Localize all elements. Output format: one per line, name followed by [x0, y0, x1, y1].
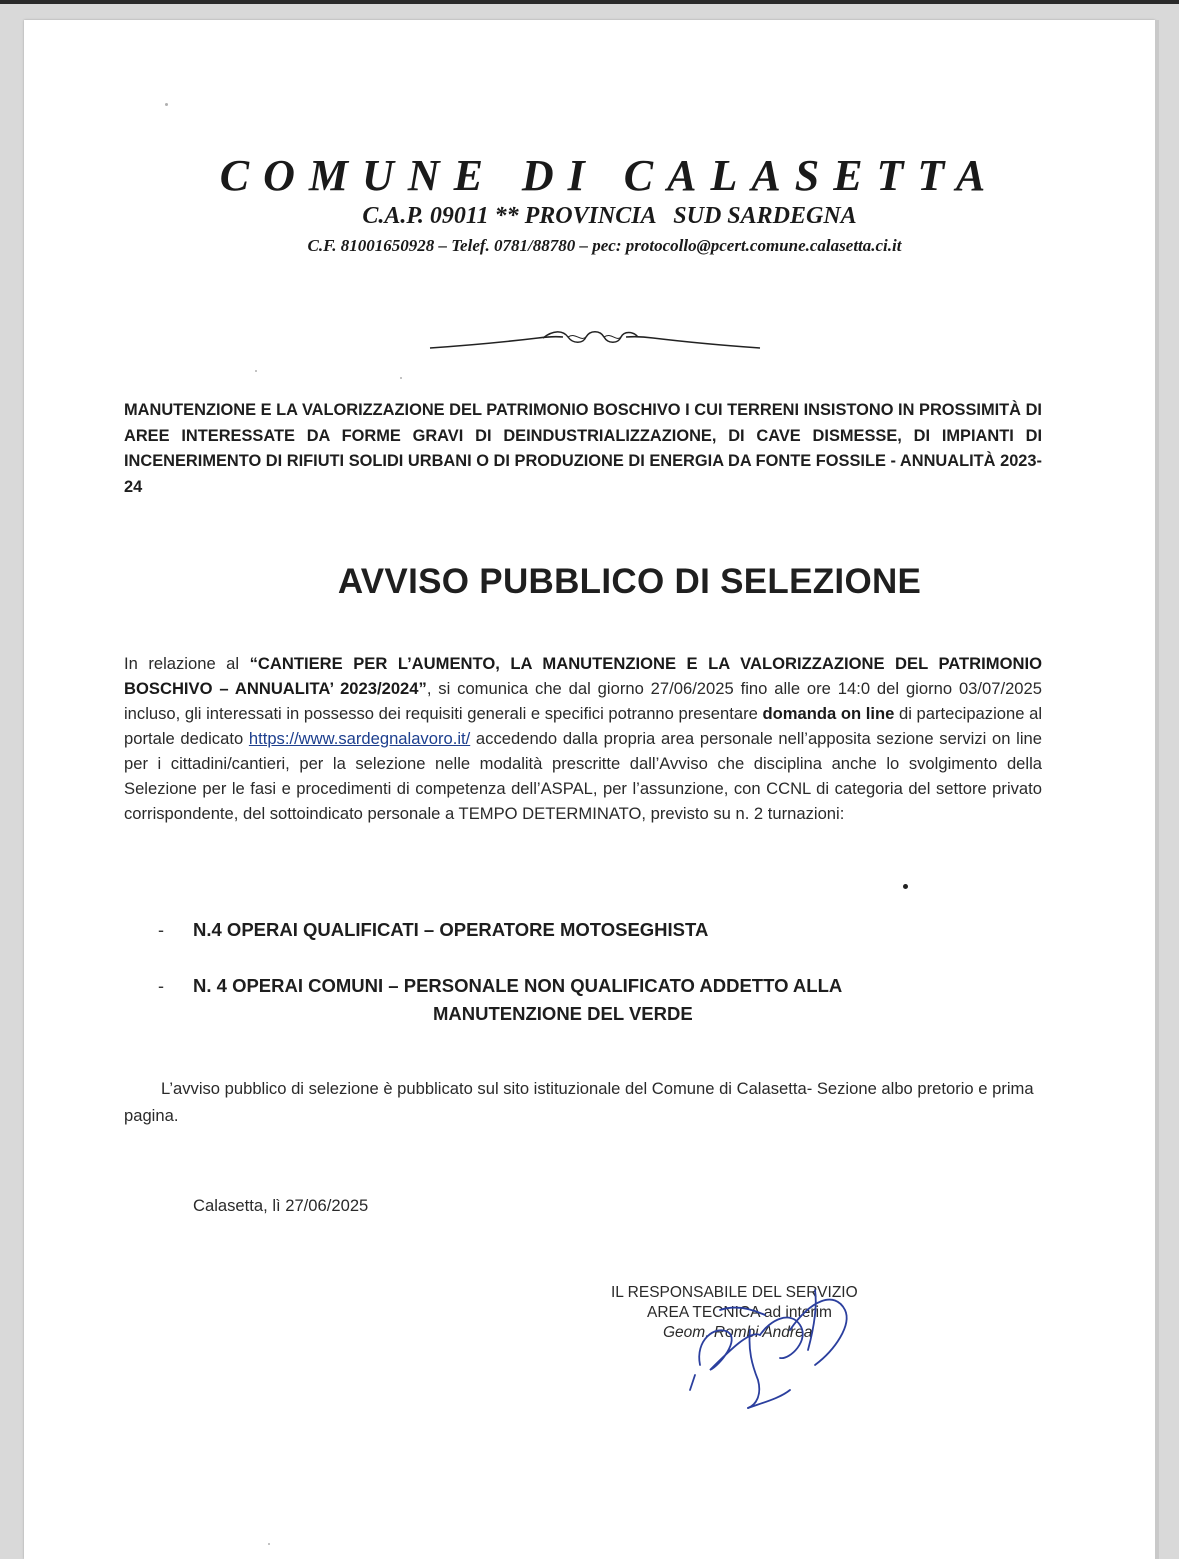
date-line: Calasetta, lì 27/06/2025 [193, 1196, 369, 1215]
sardegnalavoro-link[interactable]: https://www.sardegnalavoro.it/ [248, 729, 471, 748]
scan-speck [268, 1543, 270, 1545]
letterhead-title: COMUNE DI CALASETTA [219, 151, 1000, 200]
signatory-name: Geom. Rombi Andrea [663, 1324, 813, 1341]
online-application-emphasis: domanda on line [762, 704, 895, 723]
list-dash: - [158, 976, 164, 996]
position-item-2-line1: N. 4 OPERAI COMUNI – PERSONALE NON QUALIFICATO ADDETTO ALLA [193, 975, 843, 996]
page-title: AVVISO PUBBLICO DI SELEZIONE [337, 562, 922, 601]
signatory-area: AREA TECNICA ad interim [647, 1304, 832, 1321]
body-part3: accedendo dalla propria area personale nell’apposita sezione servizi on line per i cittadini/cantieri, per la selezione nelle modalità prescritte dall’Avviso che disciplina anche lo svolgimento della Selezione per le fasi e procedimenti di competenza dell’ASPAL, per l’assunzione, con CCNL di categoria del settore privato corrispondente, del sottoindicato personale a TEMPO DETERMINATO, previsto su n. 2 turnazioni: [124, 729, 1042, 823]
ornament-divider-icon [428, 326, 762, 356]
closing-paragraph: L’avviso pubblico di selezione è pubblicato sul sito istituzionale del Comune di Calasetta- Sezione albo pretorio e prima pagina. [124, 1079, 1034, 1125]
stray-dot [903, 884, 908, 889]
body-part1: , si comunica che dal giorno 27/06/2025 fino alle ore 14:0 del giorno 03/07/2025 incluso, gli interessati in possesso dei requisiti generali e specifici potranno presentare [124, 679, 1042, 723]
position-item-1: N.4 OPERAI QUALIFICATI – OPERATORE MOTOSEGHISTA [193, 919, 709, 940]
scan-speck [400, 377, 402, 379]
position-item-2-line2: MANUTENZIONE DEL VERDE [433, 1003, 693, 1024]
letterhead-subtitle: C.A.P. 09011 ** PROVINCIA SUD SARDEGNA [362, 203, 857, 229]
signatory-role: IL RESPONSABILE DEL SERVIZIO [611, 1284, 858, 1301]
letterhead-contacts: C.F. 81001650928 – Telef. 0781/88780 – pec: protocollo@pcert.comune.calasetta.ci.it [307, 236, 902, 255]
handwritten-signature-icon [640, 1270, 870, 1420]
scan-speck [255, 370, 257, 372]
notice-subject: MANUTENZIONE E LA VALORIZZAZIONE DEL PATRIMONIO BOSCHIVO I CUI TERRENI INSISTONO IN PROSSIMITÀ DI AREE INTERESSATE DA FORME GRAVI DI DEINDUSTRIALIZZAZIONE, DI CAVE DISMESSE, DI IMPIANTI DI INCENERIMENTO DI RIFIUTI SOLIDI URBANI O DI PRODUZIONE DI ENERGIA DA FONTE FOSSILE - ANNUALITÀ 2023-24 [124, 401, 1042, 496]
list-dash: - [158, 920, 164, 940]
body-part2: di partecipazione al portale dedicato [124, 704, 1042, 748]
top-bar [0, 0, 1179, 4]
project-name: “CANTIERE PER L’AUMENTO, LA MANUTENZIONE E LA VALORIZZAZIONE DEL PATRIMONIO BOSCHIVO – ANNUALITA’ 2023/2024” [124, 654, 1042, 698]
body-intro: In relazione al [124, 654, 250, 673]
scan-speck [165, 103, 168, 106]
body-paragraph [124, 651, 1042, 826]
